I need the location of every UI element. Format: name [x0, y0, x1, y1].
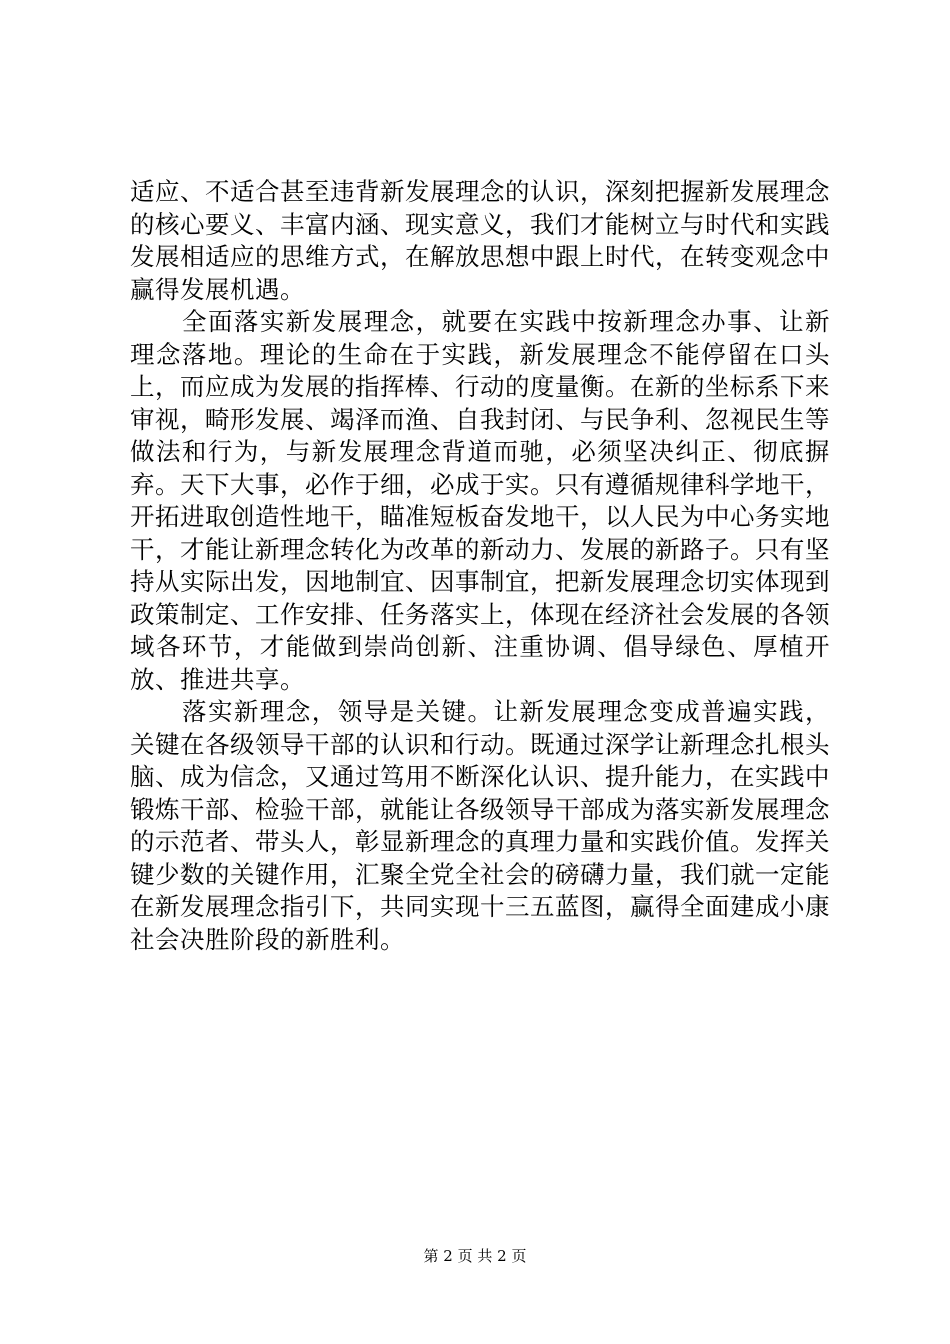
paragraph-continued: 适应、不适合甚至违背新发展理念的认识，深刻把握新发展理念的核心要义、丰富内涵、现实意义，我们才能树立与时代和实践发展相适应的思维方式，在解放思想中跟上时代，在转变观念中赢得发展机遇。: [130, 177, 830, 304]
page-number-footer: 第 2 页 共 2 页: [423, 1247, 527, 1265]
document-body: [130, 176, 830, 956]
paragraph-implementation: 全面落实新发展理念，就要在实践中按新理念办事、让新理念落地。理论的生命在于实践，新发展理念不能停留在口头上，而应成为发展的指挥棒、行动的度量衡。在新的坐标系下来审视，畸形发展、竭泽而渔、自我封闭、与民争利、忽视民生等做法和行为，与新发展理念背道而驰，必须坚决纠正、彻底摒弃。天下大事，必作于细，必成于实。只有遵循规律科学地干，开拓进取创造性地干，瞄准短板奋发地干，以人民为中心务实地干，才能让新理念转化为改革的新动力、发展的新路子。只有坚持从实际出发，因地制宜、因事制宜，把新发展理念切实体现到政策制定、工作安排、任务落实上，体现在经济社会发展的各领域各环节，才能做到崇尚创新、注重协调、倡导绿色、厚植开放、推进共享。: [130, 307, 830, 694]
paragraph-leadership: 落实新理念，领导是关键。让新发展理念变成普遍实践，关键在各级领导干部的认识和行动。既通过深学让新理念扎根头脑、成为信念，又通过笃用不断深化认识、提升能力，在实践中锻炼干部、检验干部，就能让各级领导干部成为落实新发展理念的示范者、带头人，彰显新理念的真理力量和实践价值。发挥关键少数的关键作用，汇聚全党全社会的磅礴力量，我们就一定能在新发展理念指引下，共同实现十三五蓝图，赢得全面建成小康社会决胜阶段的新胜利。: [130, 697, 830, 954]
